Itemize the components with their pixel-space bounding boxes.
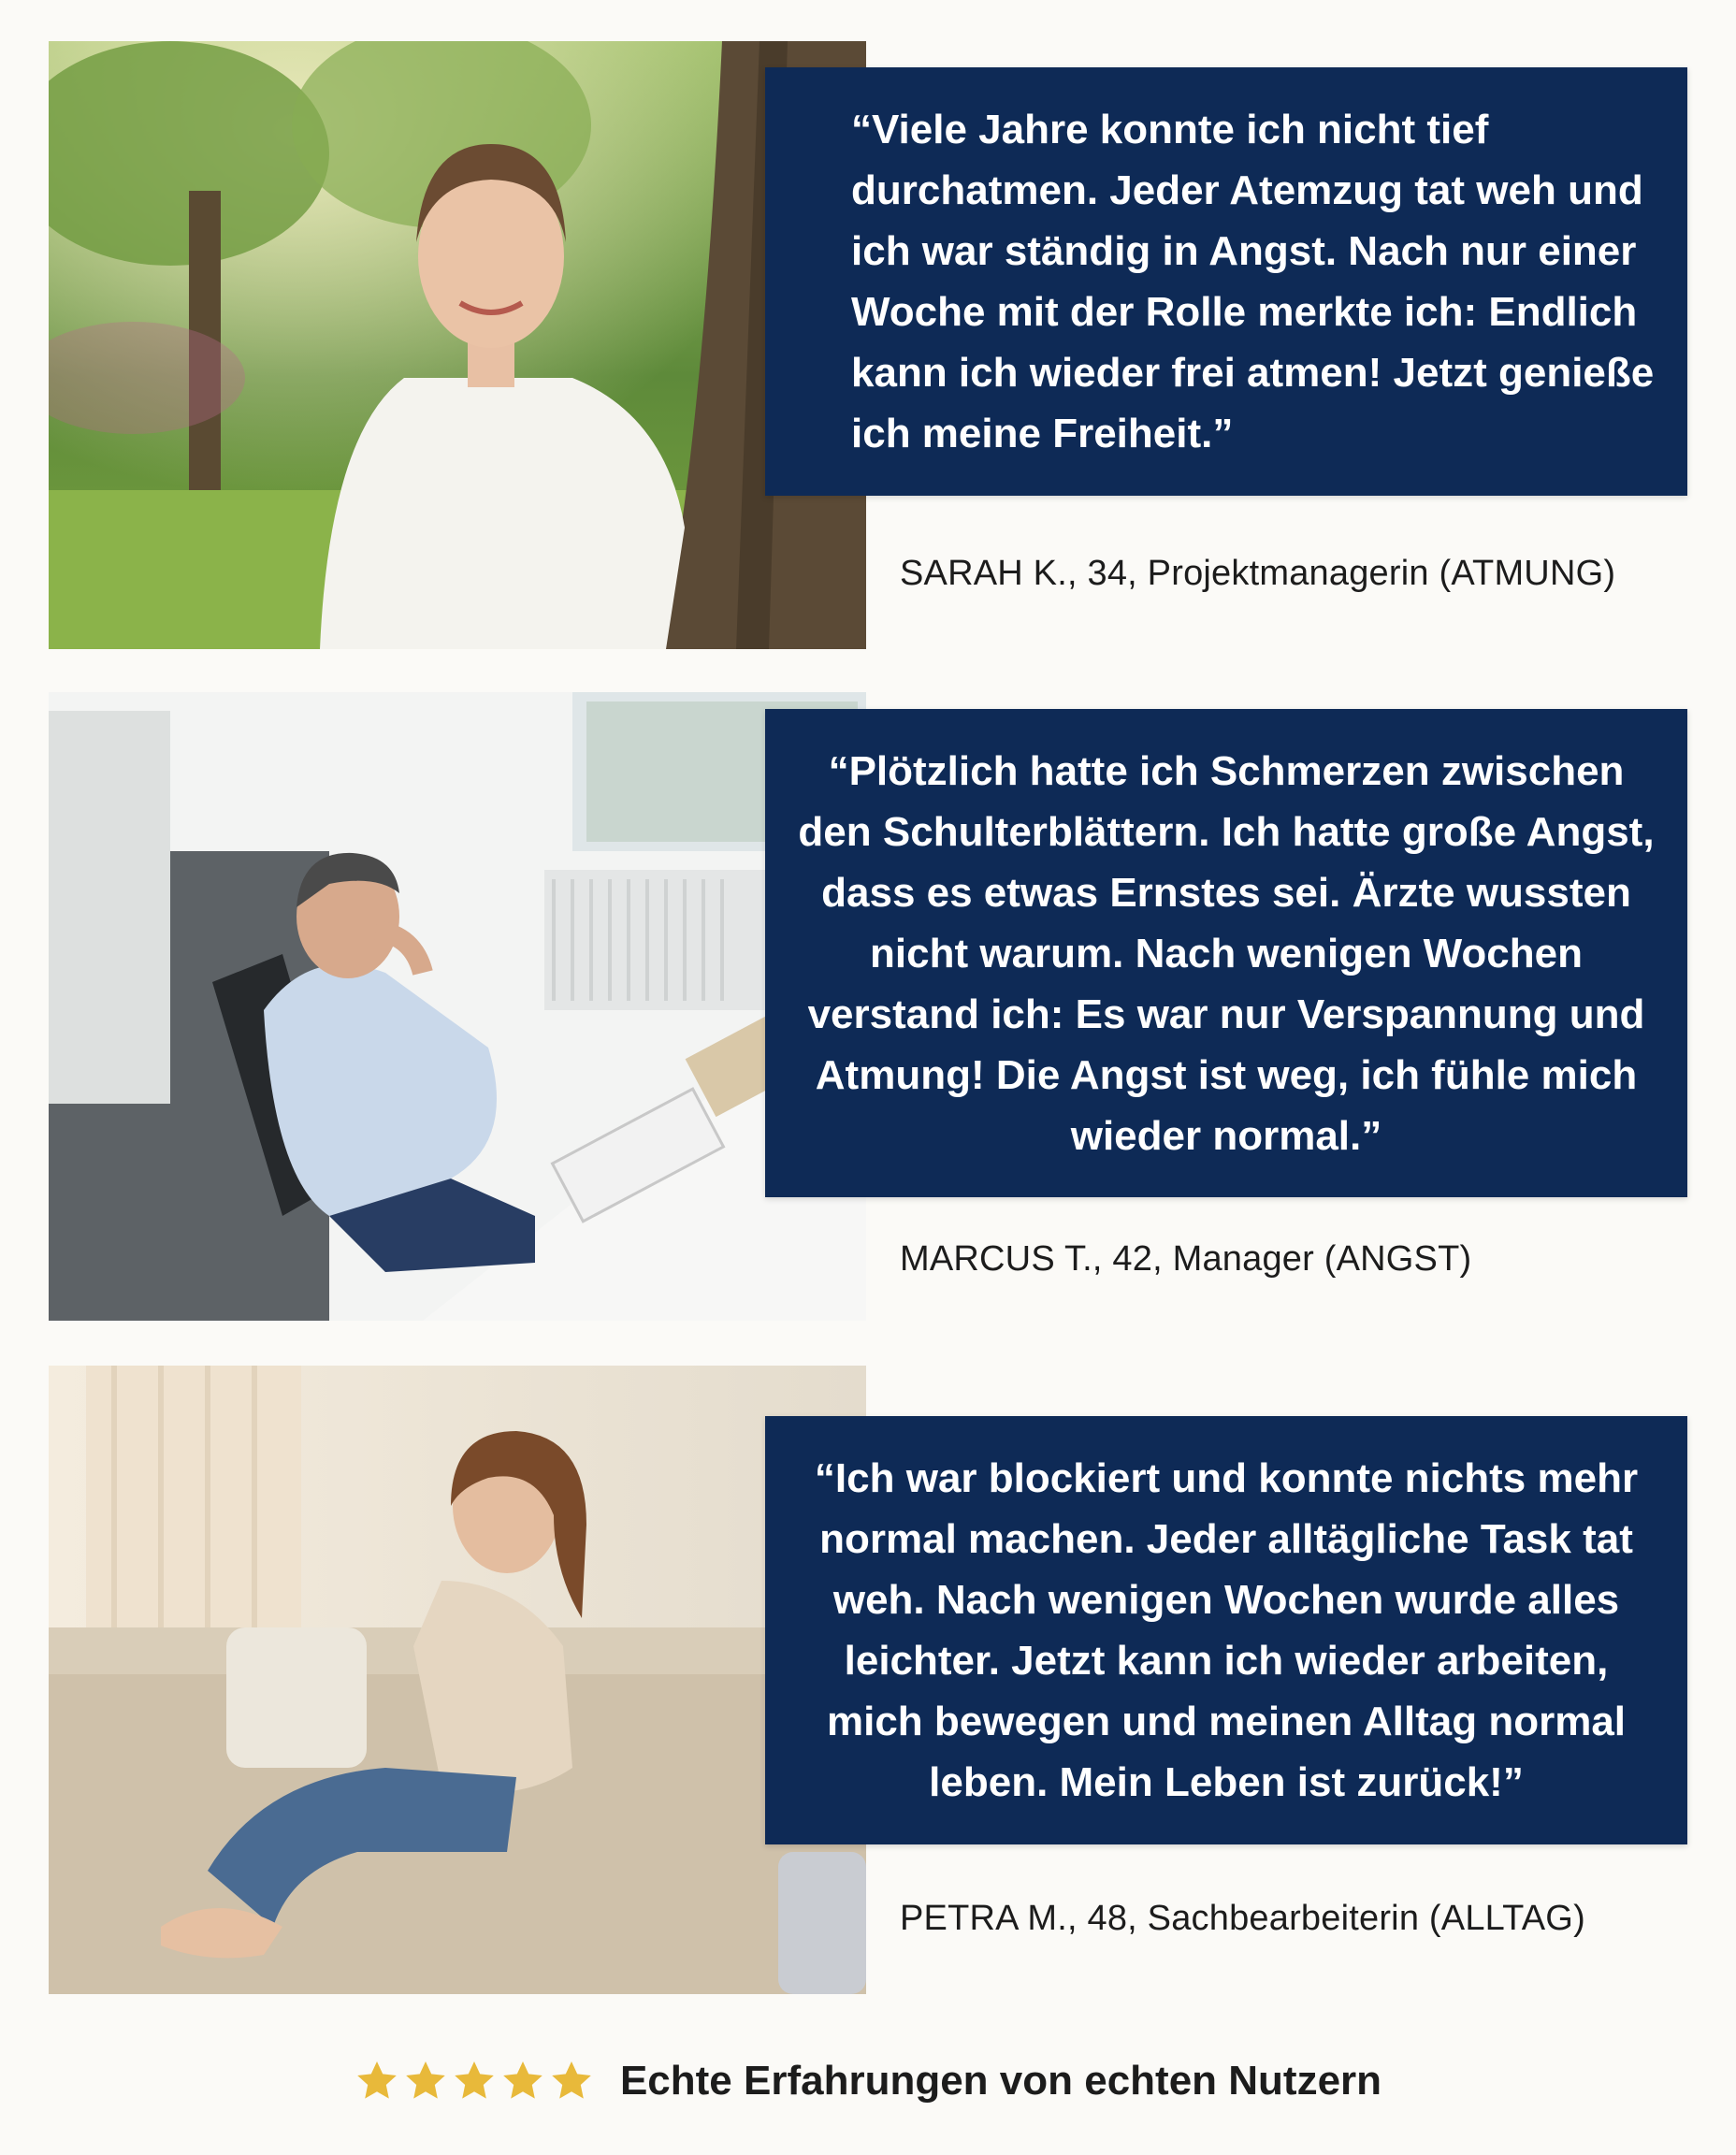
author-caption: MARCUS T., 42, Manager (ANGST) <box>900 1239 1472 1279</box>
star-icon <box>403 2059 448 2104</box>
rating-footer <box>0 2048 1736 2114</box>
footer-tagline: Echte Erfahrungen von echten Nutzern <box>619 2058 1382 2104</box>
testimonial-photo-garden <box>49 41 866 649</box>
testimonial-card-petra <box>0 1366 1736 1994</box>
star-icon <box>500 2059 545 2104</box>
quote-text: “Viele Jahre konnte ich nicht tief durchatmen. Jeder Atemzug tat weh und ich war ständig in Angst. Nach nur einer Woche mit der Rolle merkte ich: Endlich kann ich wieder frei atmen! Jetzt genieße ich meine Freiheit.” <box>851 107 1655 456</box>
star-icon <box>354 2059 399 2104</box>
author-caption: SARAH K., 34, Projektmanagerin (ATMUNG) <box>900 554 1616 593</box>
testimonial-photo-office <box>49 692 866 1321</box>
testimonial-card-marcus <box>0 692 1736 1321</box>
quote-box <box>765 67 1687 496</box>
testimonial-card-sarah <box>0 41 1736 649</box>
quote-text: “Ich war blockiert und konnte nichts mehr normal machen. Jeder alltägliche Task tat weh. Nach wenigen Wochen wurde alles leichter. Jetzt kann ich wieder arbeiten, mich bewegen und meinen Alltag normal leben. Mein Leben ist zurück!” <box>814 1455 1639 1805</box>
author-caption: PETRA M., 48, Sachbearbeiterin (ALLTAG) <box>900 1899 1585 1938</box>
quote-box <box>765 709 1687 1197</box>
quote-box <box>765 1416 1687 1844</box>
star-icon <box>452 2059 497 2104</box>
testimonial-photo-sofa <box>49 1366 866 1994</box>
star-icon <box>549 2059 594 2104</box>
star-rating <box>354 2059 594 2104</box>
quote-text: “Plötzlich hatte ich Schmerzen zwischen den Schulterblättern. Ich hatte große Angst, dass es etwas Ernstes sei. Ärzte wussten nicht warum. Nach wenigen Wochen verstand ich: Es war nur Verspannung und Atmung! Die Angst ist weg, ich fühle mich wieder normal.” <box>798 747 1655 1159</box>
